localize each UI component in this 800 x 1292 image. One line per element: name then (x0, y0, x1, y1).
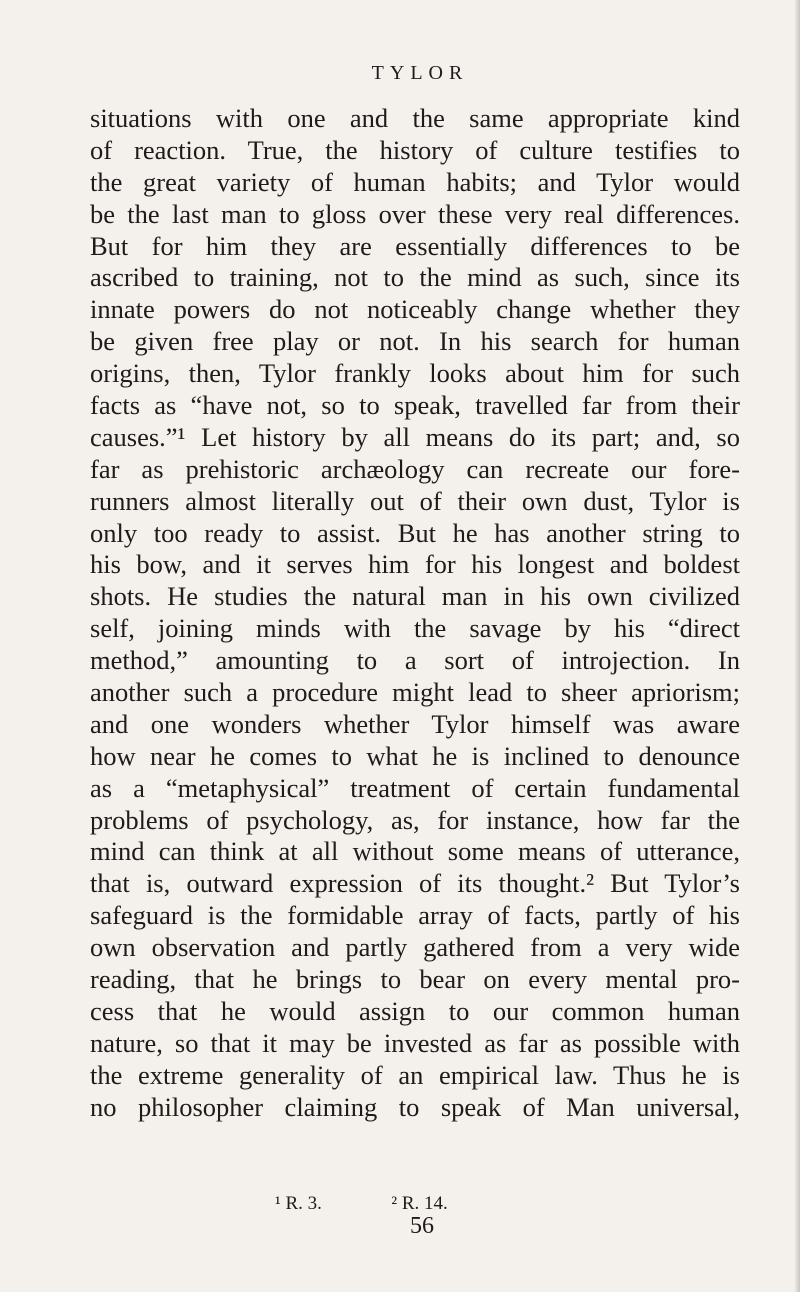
text-line: only too ready to assist. But he has another string to (90, 517, 740, 548)
text-line: nature, so that it may be invested as far as possible with (90, 1027, 740, 1058)
page-edge-shadow (794, 0, 800, 1292)
text-line: facts as “have not, so to speak, travelled far from their (90, 390, 740, 421)
text-line: no philosopher claiming to speak of Man universal, (90, 1091, 740, 1122)
text-line: as a “metaphysical” treatment of certain fundamental (90, 772, 740, 803)
text-line: be given free play or not. In his search for human (90, 326, 740, 357)
running-head: TYLOR (371, 62, 469, 84)
text-line: shots. He studies the natural man in his own civilized (90, 581, 740, 612)
text-line: another such a procedure might lead to sheer apriorism; (90, 677, 740, 708)
text-line: cess that he would assign to our common human (90, 995, 740, 1026)
text-line: mind can think at all without some means of utterance, (90, 836, 740, 867)
text-line: method,” amounting to a sort of introjection. In (90, 645, 740, 676)
text-line: runners almost literally out of their own dust, Tylor is (90, 485, 740, 516)
text-line: innate powers do not noticeably change whether they (90, 294, 740, 325)
footnotes (275, 1193, 575, 1215)
text-line: of reaction. True, the history of culture testifies to (90, 134, 740, 165)
text-line: his bow, and it serves him for his longest and boldest (90, 549, 740, 580)
text-line: how near he comes to what he is inclined to denounce (90, 740, 740, 771)
text-line: causes.”¹ Let history by all means do its part; and, so (90, 421, 740, 452)
text-line: safeguard is the formidable array of facts, partly of his (90, 900, 740, 931)
text-line: reading, that he brings to bear on every mental pro- (90, 964, 740, 995)
text-line: the great variety of human habits; and Tylor would (90, 166, 740, 197)
text-line: But for him they are essentially differences to be (90, 230, 740, 261)
text-line: far as prehistoric archæology can recreate our fore- (90, 453, 740, 484)
text-line: and one wonders whether Tylor himself was aware (90, 708, 740, 739)
text-line: own observation and partly gathered from a very wide (90, 932, 740, 963)
footnote: ¹ R. 3. (275, 1193, 322, 1214)
body-text (90, 103, 740, 1124)
text-line: problems of psychology, as, for instance, how far the (90, 804, 740, 835)
text-line: origins, then, Tylor frankly looks about him for such (90, 358, 740, 389)
text-line: ascribed to training, not to the mind as such, since its (90, 262, 740, 293)
page-number: 56 (410, 1213, 434, 1239)
footnote: ² R. 14. (391, 1193, 448, 1214)
text-line: that is, outward expression of its thought.² But Tylor’s (90, 868, 740, 899)
text-line: be the last man to gloss over these very real differences. (90, 198, 740, 229)
text-line: the extreme generality of an empirical law. Thus he is (90, 1059, 740, 1090)
text-line: situations with one and the same appropriate kind (90, 103, 740, 133)
text-line: self, joining minds with the savage by his “direct (90, 613, 740, 644)
